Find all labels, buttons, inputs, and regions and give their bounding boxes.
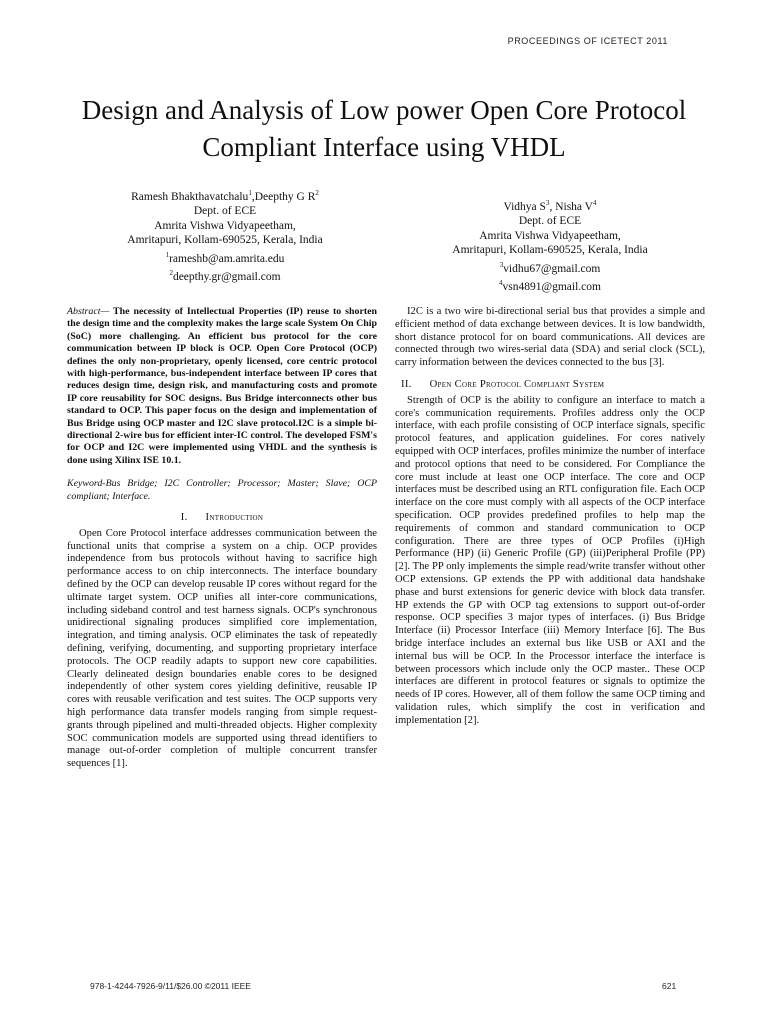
- author-email: $^2$deepthy.gr@gmail.com: [169, 269, 281, 283]
- author-block-left: [80, 186, 370, 284]
- left-column: [67, 306, 377, 771]
- author-institution: Amrita Vishwa Vidyapeetham,: [479, 229, 621, 242]
- author-email: $^3$vidhu67@gmail.com: [499, 260, 601, 275]
- right-column: [395, 306, 705, 728]
- author-dept: Dept. of ECE: [193, 205, 257, 218]
- author-address: Amritapuri, Kollam-690525, Kerala, India: [127, 234, 323, 247]
- section-heading-introduction: I. Introduction: [180, 512, 264, 524]
- introduction-paragraph: Open Core Protocol interface addresses communication between the functional units that comprise a system on a chip. OCP provides independence from bus protocols without having to sacrifice high performance access to on chip interconnects. The interface boundary defined by the OCP can develop reusable IP cores without regard for the ultimate target system. OCP unifies all inter-core communications, including sideband control and test harness signals. OCP's synchronous unidirectional signaling produces simplified core implementation, integration, and timing analysis. OCP eliminates the task of repeatedly defining, verifying, documenting, and supporting proprietary interface protocols. The OCP readily adapts to support new core capabilities. Clearly delineated design boundaries enable cores to be designed independently of other system cores yielding definitive, reusable IP cores with reusable verification and test suites. The OCP supports very high performance data transfer models ranging from simple request-grants through pipelined and multi-threaded objects. Higher complexity SOC communication models are supported using thread identifiers to manage out-of-order completion of multiple concurrent transfer sequences [1].: [67, 527, 377, 770]
- keywords-text: Bus Bridge; I2C Controller; Processor; Master; Slave; OCP compliant; Interface.: [67, 478, 377, 502]
- abstract-text: The necessity of Intellectual Properties (IP) reuse to shorten the design time and the complexity makes the large scale System On Chip (SoC) more challenging. An efficient bus protocol for the core communication between IP block is OCP. Open Core Protocol (OCP) defines the only non-proprietary, openly licensed, core centric protocol with high-performance, bus-independent interface between IP cores that reduces design time, design risk, and manufacturing costs and promote IP core reusability for SOC designs. Bus Bridge interconnects other bus standard to OCP. This paper focus on the design and implementation of Bus Bridge using OCP master and I2C slave protocol.I2C is a simple bi-directional 2-wire bus for efficient inter-IC control. The developed FSM's for OCP and I2C were implemented using VHDL and the synthesis is done using Xilinx ISE 10.1.: [67, 306, 377, 466]
- keywords-lead: Keyword-: [67, 478, 106, 490]
- footer-isbn: 978-1-4244-7926-9/11/$26.00 ©2011 IEEE: [90, 981, 251, 991]
- i2c-paragraph: I2C is a two wire bi-directional serial bus that provides a simple and efficient method of data exchange between devices. It is low bandwidth, short distance protocol for on board communications. All devices are connected through two wires-serial data (SDA) and serial clock (SCL), carry information between the devices connected to the bus [3].: [395, 306, 705, 369]
- keywords: [67, 478, 377, 503]
- page-number: 621: [662, 981, 677, 991]
- abstract-lead: Abstract—: [67, 306, 110, 317]
- author-names: Ramesh Bhakthavatchalu$^1$,Deepthy G $R^2$: [131, 189, 319, 203]
- author-dept: Dept. of ECE: [518, 215, 582, 228]
- author-names: Vidhya $S^3$, Nisha $V^4$: [503, 199, 597, 213]
- proceedings-header: PROCEEDINGS OF ICETECT 2011: [507, 36, 668, 46]
- author-email: $^4$vsn4891@gmail.com: [499, 279, 601, 293]
- abstract: [67, 306, 377, 467]
- author-institution: Amrita Vishwa Vidyapeetham,: [154, 219, 296, 232]
- author-address: Amritapuri, Kollam-690525, Kerala, India: [452, 244, 648, 257]
- section-heading-ocp: II. Open Core Protocol Compliant System: [401, 378, 605, 390]
- paper-title: Design and Analysis of Low power Open Core Protocol Compliant Interface using VHDL: [81, 95, 687, 162]
- ocp-paragraph: Strength of OCP is the ability to configure an interface to match a core's communication requirements. Profiles address only the OCP interface, with each profile consisting of OCP interface signals, specific protocol features, and application guidelines. For cores natively equipped with OCP interfaces, profiles minimize the number of interface and protocol options that need to be considered. For Compliance the core must include at least one OCP interface. The core and OCP interfaces must be described using an RTL configuration file. Each OCP interface on the core must comply with all aspects of the OCP interface specification. OCP provides predefined profiles to help map the requirements of common and standard communication to OCP configuration. There are three types of OCP Profiles (i)High Performance (HP) (ii) Generic Profile (GP) (iii)Peripheral Profile (PP) [2]. The PP only implements the simple read/write transfer without other OCP extensions. GP extends the PP with additional data handshake phase and burst extensions for generic device with block data transfer. HP extends the GP with OCP tag extensions to support out-of-order response. OCP specifies 3 major types of interfaces. (i) Bus Bridge Interface (ii) Processor Interface (iii) Memory Interface [6]. The Bus bridge interface includes an external bus like USB or AXI and the internal bus will be OCP. In the Processor interface the interface is between processors which include only the OCP master.. These OCP interfaces are different in protocol features or signals to optimize the needs of IP cores. However, all of them follow the same OCP timing and validation rules, which simplify the cost in verification and implementation [2].: [395, 394, 705, 726]
- author-block-right: [400, 196, 700, 294]
- author-email: $^1$rameshb@am.amrita.edu: [165, 250, 285, 265]
